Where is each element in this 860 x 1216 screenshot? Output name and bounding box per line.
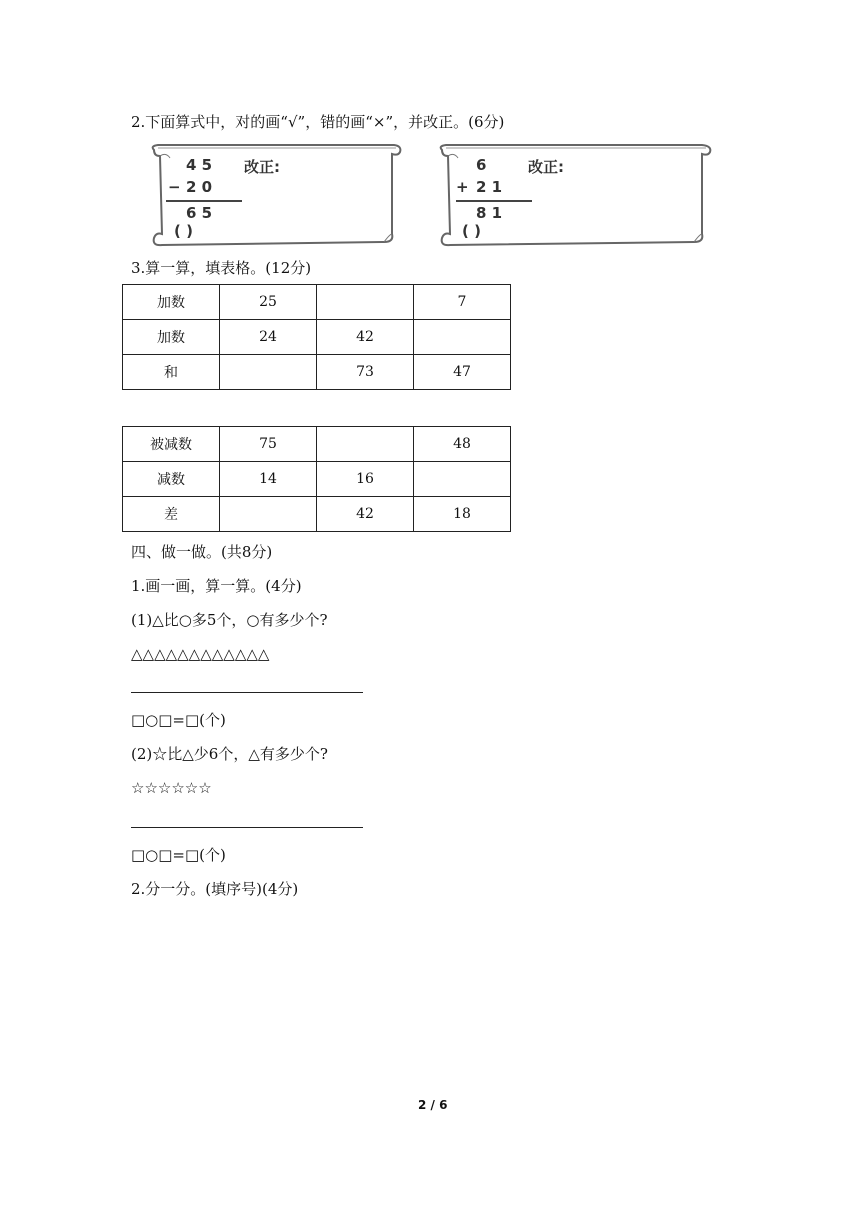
page-number: 2 / 6 — [418, 1098, 448, 1112]
table-row — [123, 355, 511, 390]
table-cell: 47 — [414, 355, 511, 390]
subtraction-table — [122, 426, 511, 532]
table-cell[interactable] — [317, 285, 414, 320]
table-row — [123, 497, 511, 532]
table-cell: 加数 — [123, 320, 220, 355]
table-row — [123, 320, 511, 355]
table-cell: 16 — [317, 462, 414, 497]
table-cell: 被减数 — [123, 427, 220, 462]
table-cell: 73 — [317, 355, 414, 390]
table-cell[interactable] — [414, 320, 511, 355]
table-cell: 48 — [414, 427, 511, 462]
question-2-sort-title: 2.分一分。(填序号)(4分) — [131, 880, 299, 898]
table-cell: 24 — [220, 320, 317, 355]
scroll2-plus-sign: + — [456, 178, 469, 196]
scroll1-answer-paren: ( ) — [174, 222, 193, 240]
drawing-answer-line-2[interactable] — [131, 827, 363, 828]
table-cell: 加数 — [123, 285, 220, 320]
table-cell: 差 — [123, 497, 220, 532]
addition-table — [122, 284, 511, 390]
table-row — [123, 285, 511, 320]
scroll1-sum-line — [166, 200, 242, 202]
question-1-part-1: (1)△比○多5个，○有多少个? — [131, 611, 328, 629]
scroll2-row2: 2 1 — [476, 178, 503, 196]
scroll1-row2: 2 0 — [186, 178, 213, 196]
table-cell: 14 — [220, 462, 317, 497]
question-3-title: 3.算一算，填表格。(12分) — [131, 259, 312, 277]
table-cell: 18 — [414, 497, 511, 532]
scroll2-sum-line — [456, 200, 532, 202]
scroll1-correct-label: 改正: — [244, 158, 280, 176]
table-cell[interactable] — [317, 427, 414, 462]
equation-blank-2[interactable]: □○□=□(个) — [131, 846, 226, 864]
question-1-title: 1.画一画，算一算。(4分) — [131, 577, 302, 595]
scroll2-answer-paren: ( ) — [462, 222, 481, 240]
table-cell[interactable] — [220, 355, 317, 390]
scroll2-row3: 8 1 — [476, 204, 503, 222]
table-cell: 25 — [220, 285, 317, 320]
question-1-part-2: (2)☆比△少6个，△有多少个? — [131, 745, 328, 763]
question-2-title: 2.下面算式中，对的画“√”，错的画“×”，并改正。(6分) — [131, 113, 505, 131]
drawing-answer-line-1[interactable] — [131, 692, 363, 693]
table-cell: 42 — [317, 320, 414, 355]
scroll1-row3: 6 5 — [186, 204, 213, 222]
scroll2-correct-label: 改正: — [528, 158, 564, 176]
scroll1-row1: 4 5 — [186, 156, 213, 174]
table-cell: 75 — [220, 427, 317, 462]
scroll2-row1: 6 — [476, 156, 487, 174]
equation-scroll-2 — [436, 142, 714, 248]
equation-blank-1[interactable]: □○□=□(个) — [131, 711, 226, 729]
section-4-title: 四、做一做。(共8分) — [131, 543, 273, 561]
triangle-row: △△△△△△△△△△△△ — [131, 645, 270, 663]
table-cell: 减数 — [123, 462, 220, 497]
scroll1-minus-sign: − — [168, 178, 181, 196]
table-cell[interactable] — [220, 497, 317, 532]
table-cell: 7 — [414, 285, 511, 320]
equation-scroll-1 — [148, 142, 404, 248]
star-row: ☆☆☆☆☆☆ — [131, 779, 212, 797]
table-row — [123, 427, 511, 462]
table-cell: 和 — [123, 355, 220, 390]
table-cell: 42 — [317, 497, 414, 532]
table-row — [123, 462, 511, 497]
table-cell[interactable] — [414, 462, 511, 497]
